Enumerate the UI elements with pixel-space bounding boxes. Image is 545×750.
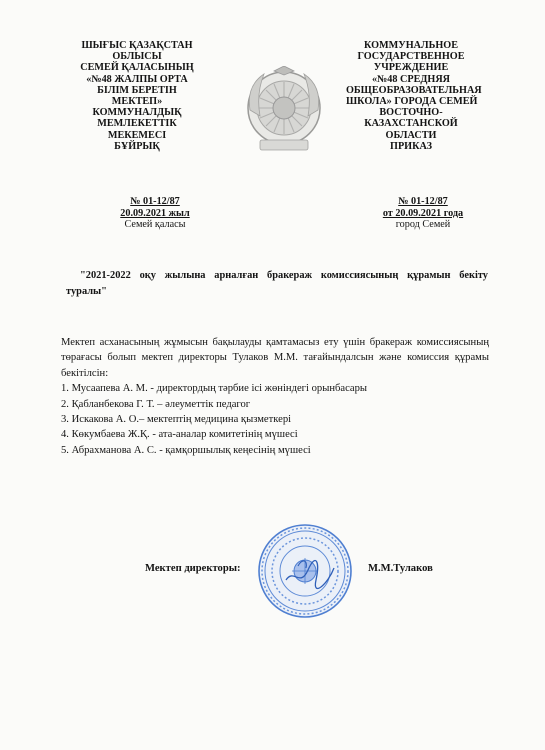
official-seal-icon (256, 522, 354, 620)
header-kz-line: ОБЛЫСЫ (112, 51, 162, 63)
header-ru-line: ШКОЛА» ГОРОДА СЕМЕЙ (346, 96, 478, 108)
header-ru-line: КАЗАХСТАНСКОЙ (364, 118, 458, 130)
header-ru-line: ГОСУДАРСТВЕННОЕ (357, 51, 465, 63)
list-item: 3. Искакова А. О.– мектептің медицина қызметкері (61, 414, 292, 426)
header-kz-line: МЕКЕМЕСІ (107, 129, 167, 141)
header-kz-line: БҰЙРЫҚ (114, 140, 160, 152)
header-ru-line: ОБЩЕОБРАЗОВАТЕЛЬНАЯ (346, 84, 482, 96)
commission-members (61, 381, 489, 458)
header-kz-line: ШЫҒЫС ҚАЗАҚСТАН (81, 40, 193, 51)
header-kz-line: КОММУНАЛДЫҚ (92, 107, 182, 119)
reference-kazakh (100, 196, 210, 231)
order-number: № 01-12/87 (398, 196, 448, 207)
order-place: город Семей (395, 219, 451, 231)
header-kz-line: СЕМЕЙ ҚАЛАСЫНЫҢ (80, 62, 194, 74)
header-ru-line: КОММУНАЛЬНОЕ (363, 40, 458, 51)
header-kz-line: МЕМЛЕКЕТТІК (97, 118, 177, 130)
order-date: от 20.09.2021 года (382, 207, 464, 219)
header-kz-line: МЕКТЕП» (111, 96, 163, 108)
header-kz-line: «№48 ЖАЛПЫ ОРТА (86, 73, 188, 85)
order-number: № 01-12/87 (130, 196, 180, 207)
header-ru-line: ОБЛАСТИ (385, 129, 437, 141)
list-item: 4. Көкумбаева Ж.Қ. - ата-аналар комитетінің мүшесі (61, 429, 298, 441)
signatory-role: Мектеп директоры: (145, 563, 241, 574)
header-ru-line: УЧРЕЖДЕНИЕ (373, 62, 449, 74)
list-item: 2. Қабланбекова Г. Т. – әлеуметтік педагог (61, 398, 251, 410)
order-intro: Мектеп асханасының жұмысын бақылауды қамтамасыз ету үшін бракераж комиссиясының төрағасы болып мектеп директоры Тулаков М.М. тағайындалсын және комиссия құрамы бекітілсін: (61, 337, 489, 379)
list-item: 5. Абрахманова А. С. - қамқоршылық кеңесінің мүшесі (61, 444, 311, 456)
header-ru-line: «№48 СРЕДНЯЯ (371, 73, 451, 85)
order-subject: "2021-2022 оқу жылына арналған бракераж комиссиясының құрамын бекіту туралы" (66, 270, 488, 297)
header-ru-line: ПРИКАЗ (390, 140, 432, 152)
state-emblem-icon (244, 66, 324, 156)
header-kazakh (78, 40, 196, 152)
header-ru-line: ВОСТОЧНО- (379, 107, 443, 119)
order-body (61, 335, 489, 458)
header-kz-line: БІЛІМ БЕРЕТІН (97, 84, 177, 96)
order-place: Семей қаласы (124, 219, 186, 231)
header-russian (346, 40, 482, 152)
reference-russian (358, 196, 488, 231)
signatory-name: М.М.Тулаков (368, 563, 433, 574)
list-item: 1. Мусаапева А. М. - директордың тәрбие ісі жөніндегі орынбасары (61, 383, 368, 395)
order-date: 20.09.2021 жыл (120, 207, 190, 219)
